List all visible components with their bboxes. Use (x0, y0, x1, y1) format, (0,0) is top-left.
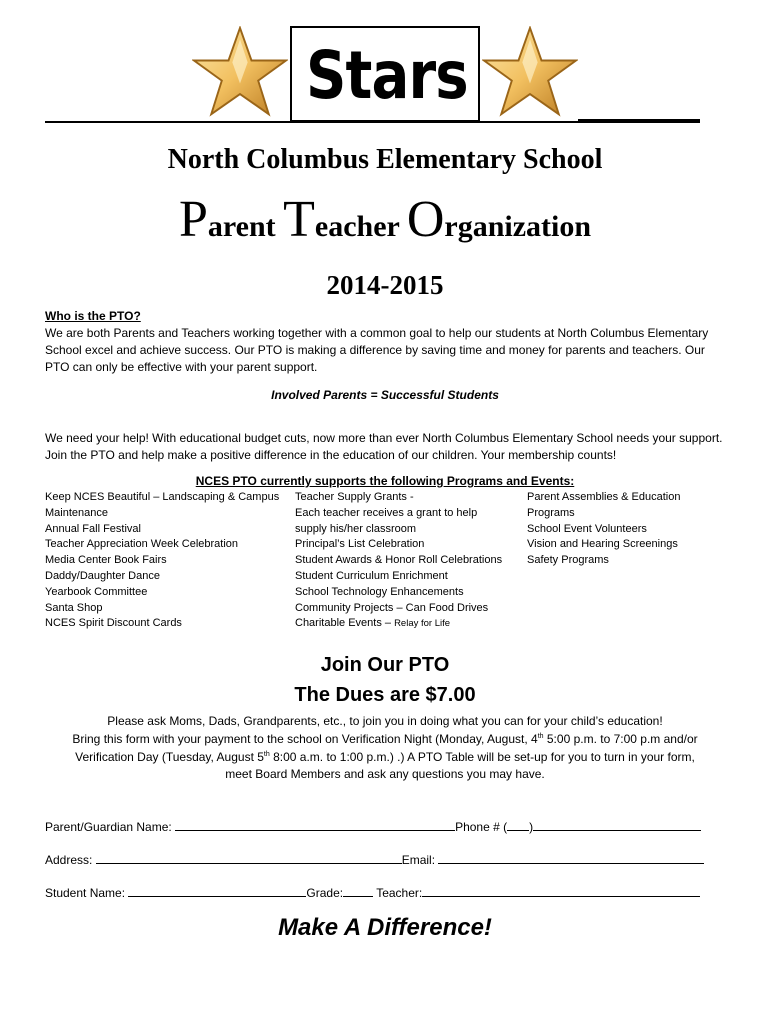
dues-title: The Dues are $7.00 (294, 684, 476, 706)
parent-name-label: Parent/Guardian Name: (45, 820, 172, 834)
org-letter-o: O (406, 191, 445, 248)
list-item: supply his/her classroom (295, 522, 417, 535)
address-label: Address: (45, 853, 93, 867)
list-item: NCES Spirit Discount Cards (45, 617, 182, 630)
who-body: We are both Parents and Teachers working together with a common goal to help our students at North Columbus Elementary School excel and achieve success. Our PTO is making a difference by saving time and money for parents and teachers. Our PTO can only be effective with your parent support. (45, 326, 709, 374)
help-text: We need your help! With educational budget cuts, now more than ever North Columbus Elementary School needs your support. Join the PTO and help make a positive difference in the education of our children. Your membership counts! (45, 431, 723, 462)
list-item: Programs (527, 506, 575, 519)
list-item: Parent Assemblies & Education (527, 491, 681, 503)
list-item: Each teacher receives a grant to help (295, 506, 478, 519)
address-field[interactable] (96, 851, 402, 864)
parent-name-field[interactable] (175, 818, 455, 831)
motto: Involved Parents = Successful Students (271, 388, 499, 402)
school-year: 2014-2015 (326, 270, 444, 300)
address-row (45, 851, 704, 867)
join-line-3: Verification Day (Tuesday, August 5th 8:00 a.m. to 1:00 p.m.) .) A PTO Table will be set-up for you to turn in your form, (75, 750, 695, 764)
email-label: Email: (401, 853, 436, 867)
list-item: Student Curriculum Enrichment (295, 569, 448, 582)
join-line-1: Please ask Moms, Dads, Grandparents, etc., to join you in doing what you can for your child’s education! (107, 714, 663, 728)
student-name-label: Student Name: (45, 886, 126, 900)
footer-slogan: Make A Difference! (278, 914, 492, 941)
list-item: Yearbook Committee (45, 585, 148, 598)
join-line-4: meet Board Members and ask any questions you may have. (225, 767, 545, 781)
list-item: Santa Shop (45, 601, 103, 614)
school-name: North Columbus Elementary School (167, 144, 603, 175)
org-letter-p: P (178, 191, 208, 248)
list-item: Vision and Hearing Screenings (527, 538, 678, 551)
list-item: School Event Volunteers (527, 522, 647, 535)
email-field[interactable] (438, 851, 704, 864)
programs-column-2 (295, 490, 502, 632)
join-line-2: Bring this form with your payment to the school on Verification Night (Monday, August, 4th 5:00 p.m. to 7:00 p.m and/or (72, 732, 698, 746)
star-left-icon (192, 26, 288, 118)
grade-field[interactable] (343, 884, 373, 897)
programs-column-1 (45, 490, 279, 632)
list-item: Daddy/Daughter Dance (45, 569, 160, 582)
star-right-icon (482, 26, 578, 118)
list-item: Charitable Events – Relay for Life (295, 617, 451, 630)
phone-area-code-field[interactable] (507, 818, 529, 831)
list-item: Teacher Appreciation Week Celebration (45, 538, 239, 551)
list-item: School Technology Enhancements (295, 585, 464, 598)
stars-logo (290, 26, 480, 122)
list-item: Student Awards & Honor Roll Celebrations (295, 554, 503, 567)
phone-number-field[interactable] (533, 818, 701, 831)
list-item: Community Projects – Can Food Drives (295, 601, 489, 614)
list-item: Teacher Supply Grants - (295, 491, 414, 503)
org-letter-t: T (283, 191, 315, 248)
list-item: Safety Programs (527, 554, 609, 567)
grade-label: Grade: (306, 886, 344, 900)
teacher-label: Teacher: (376, 886, 423, 900)
join-title: Join Our PTO (320, 654, 450, 676)
student-row (45, 884, 700, 900)
parent-name-row: Parent/Guardian Name: Phone # ( ) (45, 818, 701, 834)
header-divider-accent (578, 119, 700, 123)
list-item: Keep NCES Beautiful – Landscaping & Campus (45, 491, 280, 503)
teacher-field[interactable] (422, 884, 700, 897)
programs-heading: NCES PTO currently supports the following Programs and Events: (195, 474, 575, 488)
list-item: Maintenance (45, 506, 108, 519)
list-item: Annual Fall Festival (45, 522, 141, 535)
organization-title: Parent Teacher Organization (178, 191, 592, 248)
list-item: Media Center Book Fairs (45, 554, 167, 567)
phone-label: Phone # ( (455, 820, 508, 834)
programs-column-3 (527, 490, 680, 569)
who-heading: Who is the PTO? (45, 309, 141, 323)
relay-for-life: Relay for Life (394, 618, 451, 630)
list-item: Principal’s List Celebration (295, 538, 425, 551)
logo-text: Stars (305, 37, 468, 114)
student-name-field[interactable] (128, 884, 306, 897)
